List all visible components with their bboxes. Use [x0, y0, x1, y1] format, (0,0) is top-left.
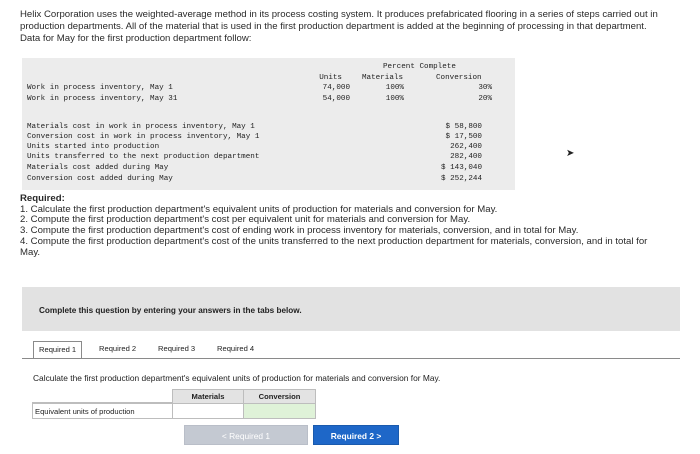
wip-may31-materials: 100% [385, 95, 404, 103]
materials-column-header: Materials [172, 389, 244, 404]
wip-may1-conversion: 30% [478, 84, 492, 92]
required-item: 4. Compute the first production department's cost of the units transferred to the next production department for materials, conversion, and in total for May. [20, 235, 648, 258]
cost-value: 282,400 [450, 153, 482, 161]
tab-required-1[interactable]: Required 1 [33, 341, 82, 359]
wip-may1-label: Work in process inventory, May 1 [27, 84, 173, 92]
cost-label: Conversion cost added during May [27, 175, 173, 183]
tab-required-3[interactable]: Required 3 [158, 344, 196, 353]
cost-label: Units started into production [27, 143, 160, 151]
panel-title: Complete this question by entering your answers in the tabs below. [39, 306, 302, 315]
cost-label: Conversion cost in work in process inventory, May 1 [27, 133, 260, 141]
problem-intro: Helix Corporation uses the weighted-average method in its process costing system. It produces prefabricated flooring in a series of steps carried out in production departments. All of the material that is used in the first production department is added at the beginning of processing in that department. Data for May for the first production department follow: [20, 9, 658, 44]
data-table [22, 58, 515, 190]
answer-table-corner [32, 389, 172, 403]
wip-may1-materials: 100% [385, 84, 404, 92]
percent-complete-header: Percent Complete [383, 63, 456, 71]
tab-divider [22, 358, 680, 359]
conversion-eu-input[interactable] [243, 403, 316, 419]
tab-instruction: Calculate the first production department's equivalent units of production for materials and conversion for May. [33, 373, 441, 383]
conversion-header: Conversion [436, 74, 482, 82]
cost-label: Materials cost in work in process inventory, May 1 [27, 123, 255, 131]
units-header: Units [319, 74, 342, 82]
required-section [20, 194, 670, 258]
cost-value: $ 58,800 [445, 123, 482, 131]
equivalent-units-label: Equivalent units of production [32, 403, 173, 419]
prev-required-button[interactable]: < Required 1 [184, 425, 308, 445]
cost-label: Units transferred to the next production department [27, 153, 260, 161]
wip-may31-conversion: 20% [478, 95, 492, 103]
wip-may31-label: Work in process inventory, May 31 [27, 95, 178, 103]
required-heading: Required: [20, 193, 65, 204]
materials-header: Materials [362, 74, 404, 82]
conversion-column-header: Conversion [243, 389, 316, 404]
cost-value: 262,400 [450, 143, 482, 151]
tab-required-4[interactable]: Required 4 [217, 344, 255, 353]
cost-value: $ 17,500 [445, 133, 482, 141]
cost-value: $ 252,244 [440, 175, 482, 183]
cursor-arrow-icon: ➤ [566, 148, 575, 159]
required-item: 1. Calculate the first production department's equivalent units of production for materials and conversion for May. [20, 203, 498, 215]
materials-eu-input[interactable] [172, 403, 244, 419]
next-required-button[interactable]: Required 2 > [313, 425, 399, 445]
cost-label: Materials cost added during May [27, 164, 169, 172]
cost-value: $ 143,040 [440, 164, 482, 172]
wip-may31-units: 54,000 [322, 95, 350, 103]
required-item: 3. Compute the first production department's cost of ending work in process inventory for materials, conversion, and in total for May. [20, 225, 579, 237]
tab-required-2[interactable]: Required 2 [99, 344, 137, 353]
wip-may1-units: 74,000 [322, 84, 350, 92]
required-item: 2. Compute the first production department's cost per equivalent unit for materials and conversion for May. [20, 214, 471, 226]
instructions-panel [22, 287, 680, 331]
